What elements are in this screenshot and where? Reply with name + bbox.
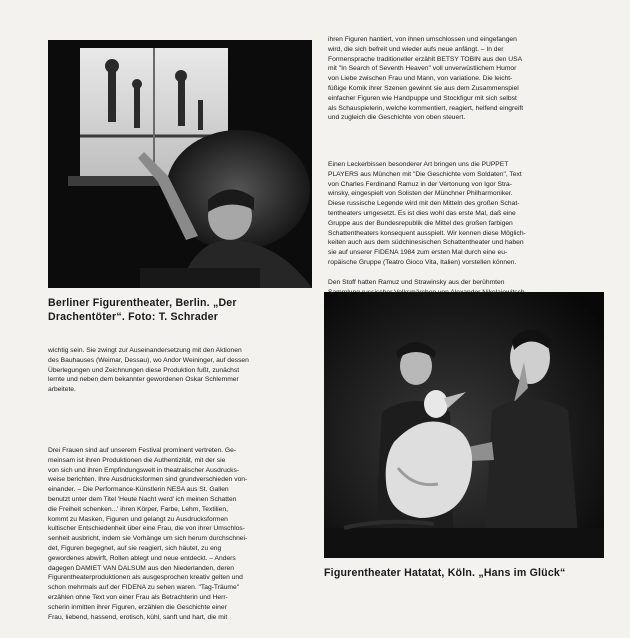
photo-scene-hans-im-glueck xyxy=(324,292,604,558)
right-column-paragraph-1: ihren Figuren hantiert, von ihnen umschlossen und eingefangen wird, die sich befreit und wieder aufs neue anfängt. – In der Formensprache traditioneller erzählt BETSY TOBIN aus den USA mit "In Search of Seventh Heaven" voll unverwüstlichem Humor von Liebe zwischen Frau und Mann, von variatione. Die leicht- füßige Komik ihrer Szenen gewinnt sie aus dem Zusammenspiel einfacher Figuren wie Handpuppe und Stockfigur mit sich selbst als Schauspielerin, welche kommentiert, reagiert, helfend eingreift und zugleich die Geschichte von oben steuert. xyxy=(328,36,524,122)
photo-figurentheater-hatatat xyxy=(324,292,604,558)
photo-berliner-figurentheater xyxy=(48,40,312,288)
photo2-caption: Figurentheater Hatatat, Köln. „Hans im Glück“ xyxy=(324,567,566,579)
left-column-paragraph-2: Drei Frauen sind auf unserem Festival prominent vertreten. Ge- meinsam ist ihren Produktionen die Authentizität, mit der sie von sich und ihren Empfindungswelt in theatralischer Ausdrucks- weise berichten. Ihre Ausdrucksformen sind grundverschieden von- einander. – Die Performance-Künstlerin NESA aus St. Gallen benutzt unter dem Titel 'Heute Nacht werd' ich meinen Schatten die Freiheit schenken...' ihren Körper, Farbe, Lehm, Textilien, kommt zu Masken, Figuren und gelangt zu Ausdrucksformen kultischer Entschiedenheit über eine Frau, die von ihrer Umschlos- senheit ausbricht, indem sie Vorhänge um sich herum durchschnei- det, Figuren begegnet, auf sie reagiert, sich häutet, zu eng gewordenes abwirft, Rollen ablegt und neue entdeckt. – Anders dagegen DAMIET VAN DALSUM aus den Niederlanden, deren Figurentheaterproduktionen als ausgesprochen kreativ gelten und schon mehrmals auf der FIDENA zu sehen waren. "Tag-Träume" erzählen ohne Text von einer Frau als Betrachterin und Herr- scherin inmitten ihrer Figuren, erzählen die Geschichte einer Frau, liebend, hassend, erotisch, kühl, sanft und hart, die mit xyxy=(48,447,248,621)
left-column-paragraph-1: wichtig sein. Sie zwingt zur Auseinandersetzung mit den Aktionen des Bauhauses (Weimar, Dessau), wo Andor Weininger, auf dessen Überlegungen und Zeichnungen diese Produktion fußt, zunächst lernte und neben dem bekannter gewordenen Oskar Schlemmer arbeitete. xyxy=(48,347,249,394)
right-column-paragraph-3: Den Stoff hatten Ramuz und Strawinsky aus der berühmten xyxy=(328,279,505,286)
photo1-caption: Berliner Figurentheater, Berlin. „Der Drachentöter“. Foto: T. Schrader xyxy=(48,297,237,323)
photo-scene-drachentoeter xyxy=(48,40,312,288)
right-column-paragraph-2: Einen Leckerbissen besonderer Art bringen uns die PUPPET PLAYERS aus München mit "Die Geschichte vom Soldaten", Text von Charles Ferdinand Ramuz in der Vertonung von Igor Stra- winsky, eingespielt von Solisten der Münchner Philharmoniker. Diese russische Legende wird mit den Mitteln des großen Schat- tentheaters umgesetzt. Es ist dies wohl das erste Mal, daß eine Gruppe aus der Bundesrepublik die Mittel des großen farbigen Schattentheaters konsequent ausspielt. Wir kennen diese Möglich- keiten auch aus dem südchinesischen Schattentheater und haben sie auf unserer FIDENA 1984 zum ersten Mal durch eine eu- ropäische Gruppe (Teatro Gioco Vita, Italien) vorstellen können. xyxy=(328,161,526,266)
